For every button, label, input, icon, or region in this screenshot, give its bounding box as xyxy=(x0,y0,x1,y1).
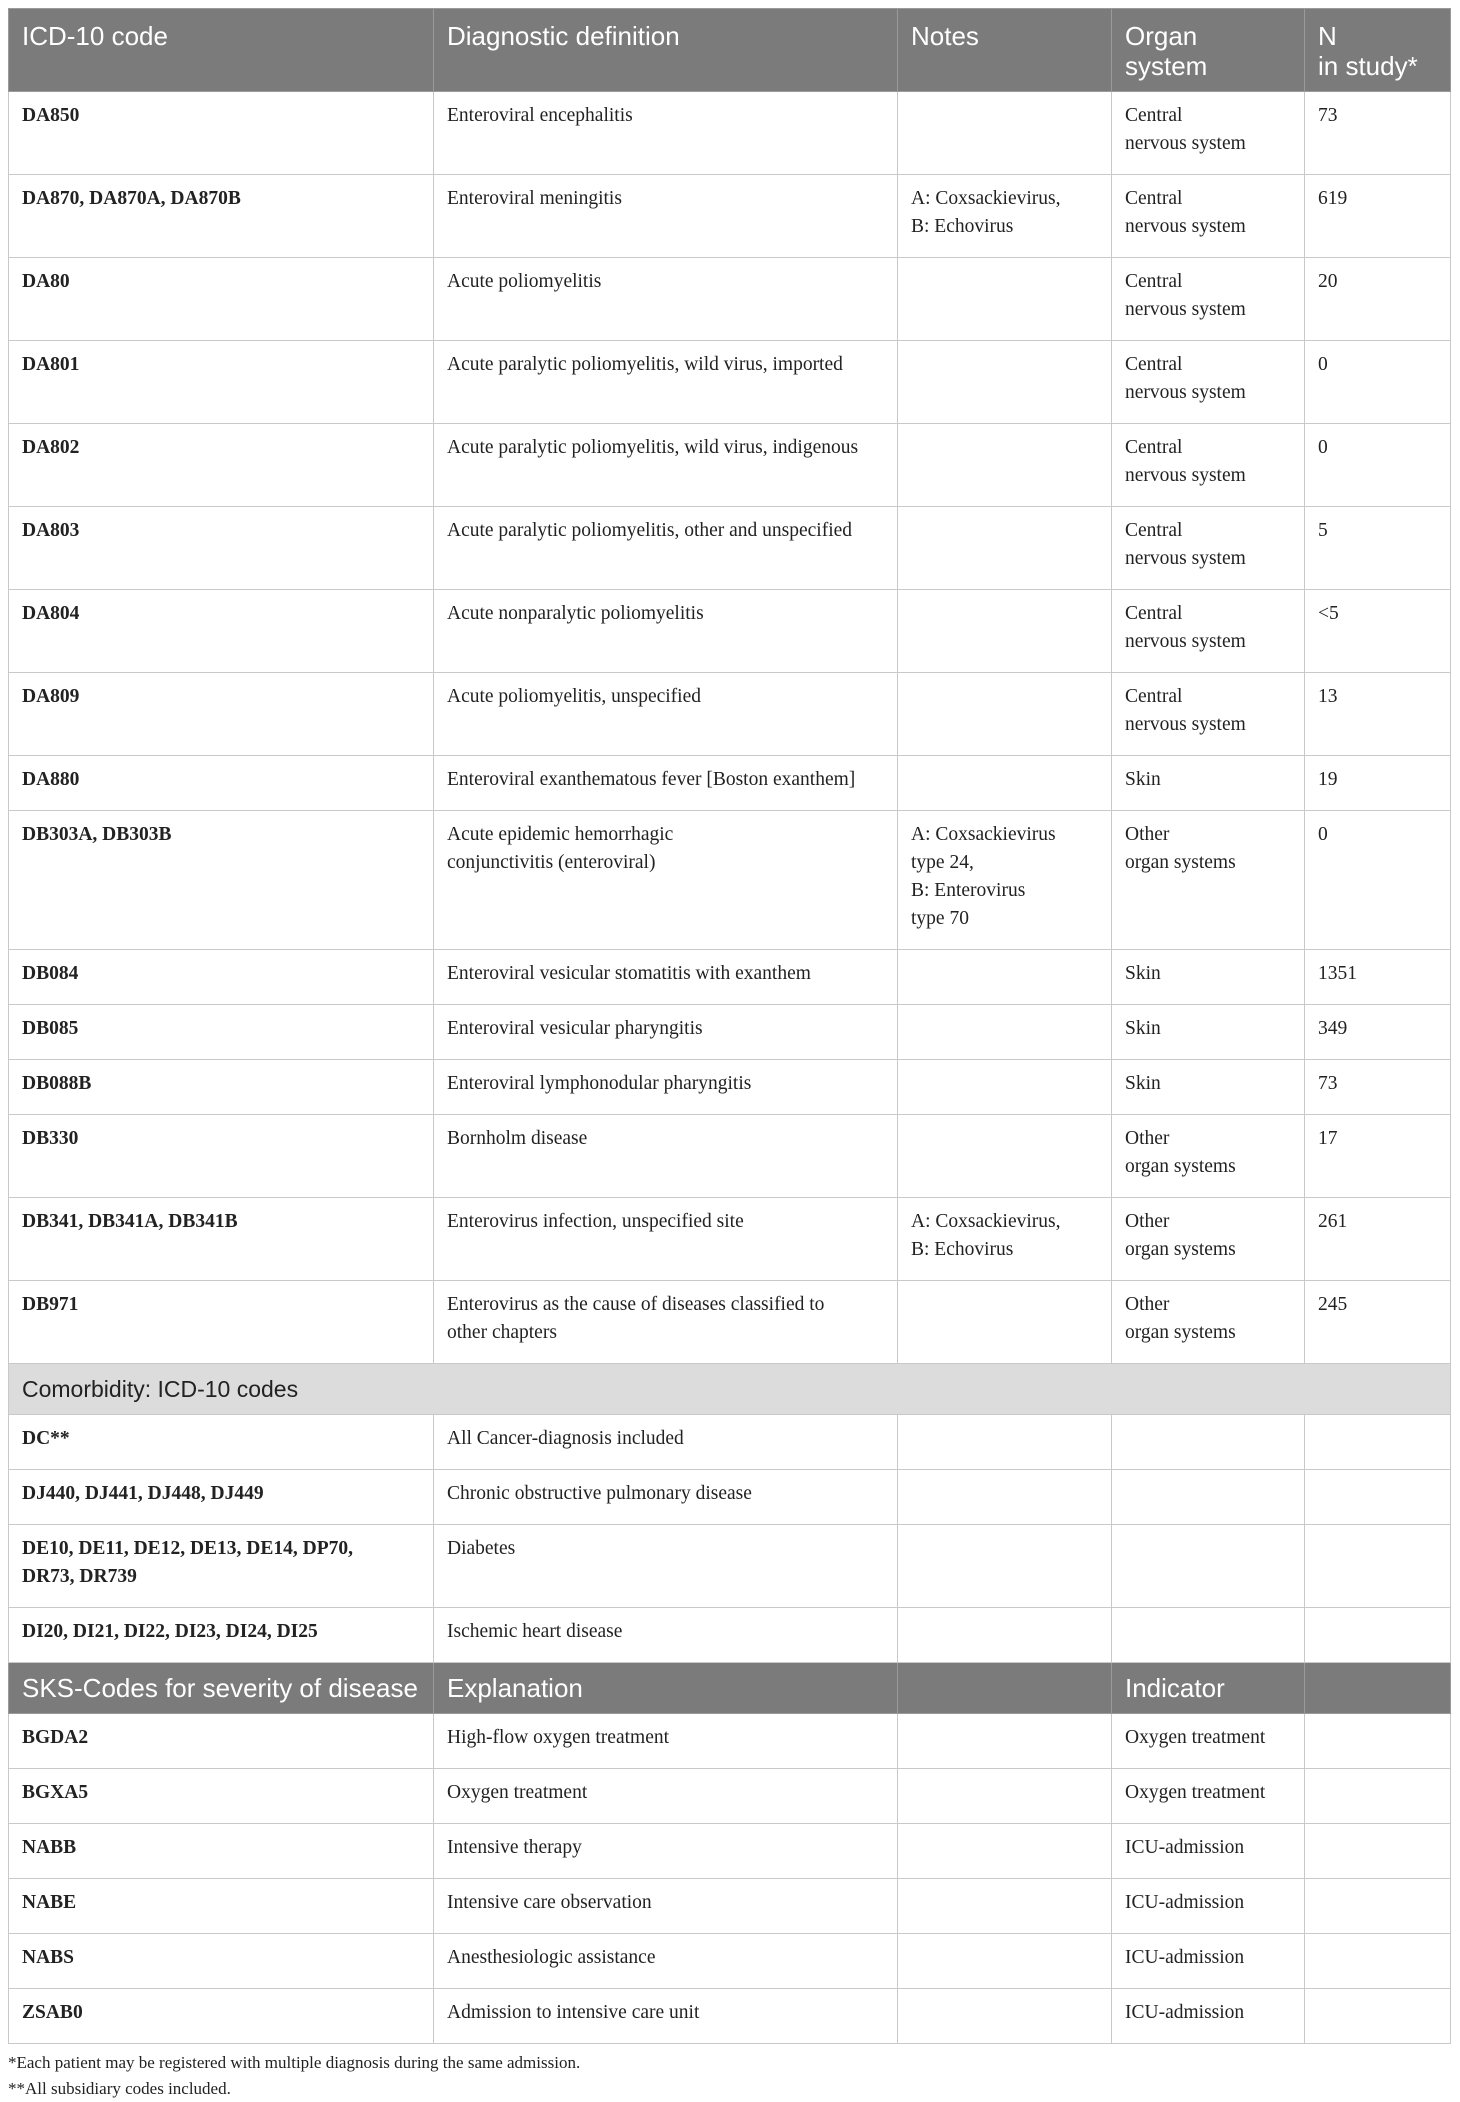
notes-cell xyxy=(898,341,1112,424)
organ-system-cell: Central nervous system xyxy=(1112,258,1305,341)
n-in-study-cell: 19 xyxy=(1305,756,1451,811)
table-row xyxy=(9,673,1451,756)
definition-cell: Enteroviral vesicular stomatitis with exanthem xyxy=(434,950,898,1005)
footnote: **All subsidiary codes included. xyxy=(8,2079,231,2098)
definition-cell: Acute poliomyelitis, unspecified xyxy=(434,673,898,756)
empty-cell xyxy=(898,1769,1112,1824)
definition-cell: Enteroviral encephalitis xyxy=(434,92,898,175)
definition-cell: Enteroviral meningitis xyxy=(434,175,898,258)
notes-cell: A: Coxsackievirus type 24, B: Enterovirus type 70 xyxy=(898,811,1112,950)
notes-cell xyxy=(898,756,1112,811)
empty-cell xyxy=(1305,1415,1451,1470)
n-in-study-cell: 1351 xyxy=(1305,950,1451,1005)
n-in-study-cell: <5 xyxy=(1305,590,1451,673)
icd-code-cell: DA802 xyxy=(9,424,434,507)
sks-row xyxy=(9,1934,1451,1989)
table-row xyxy=(9,92,1451,175)
icd-code-cell: DC** xyxy=(9,1415,434,1470)
empty-cell xyxy=(898,1879,1112,1934)
diagnosis-rows xyxy=(9,92,1451,1364)
header-notes: Notes xyxy=(898,9,1112,92)
empty-cell xyxy=(898,1608,1112,1663)
n-in-study-cell: 349 xyxy=(1305,1005,1451,1060)
notes-cell xyxy=(898,1005,1112,1060)
notes-cell xyxy=(898,507,1112,590)
n-in-study-cell: 5 xyxy=(1305,507,1451,590)
comorbidity-row xyxy=(9,1608,1451,1663)
icd-code-cell: DB971 xyxy=(9,1281,434,1364)
indicator-cell: Oxygen treatment xyxy=(1112,1714,1305,1769)
n-in-study-cell: 0 xyxy=(1305,341,1451,424)
explanation-cell: Oxygen treatment xyxy=(434,1769,898,1824)
icd-code-cell: DB330 xyxy=(9,1115,434,1198)
icd-code-cell: DA870, DA870A, DA870B xyxy=(9,175,434,258)
notes-cell xyxy=(898,424,1112,507)
table-row xyxy=(9,175,1451,258)
header-icd-code: ICD-10 code xyxy=(9,9,434,92)
empty-cell xyxy=(1305,1879,1451,1934)
comorbidity-heading-row xyxy=(9,1364,1451,1415)
icd-code-cell: DE10, DE11, DE12, DE13, DE14, DP70, DR73, DR739 xyxy=(9,1525,434,1608)
sks-code-cell: BGDA2 xyxy=(9,1714,434,1769)
n-in-study-cell: 0 xyxy=(1305,811,1451,950)
notes-cell xyxy=(898,950,1112,1005)
indicator-cell: ICU-admission xyxy=(1112,1879,1305,1934)
n-in-study-cell: 17 xyxy=(1305,1115,1451,1198)
empty-cell xyxy=(1305,1525,1451,1608)
empty-cell xyxy=(1112,1525,1305,1608)
organ-system-cell: Other organ systems xyxy=(1112,1281,1305,1364)
sks-section xyxy=(9,1663,1451,2044)
n-in-study-cell: 0 xyxy=(1305,424,1451,507)
empty-cell xyxy=(898,1989,1112,2044)
sks-code-cell: BGXA5 xyxy=(9,1769,434,1824)
definition-cell: All Cancer-diagnosis included xyxy=(434,1415,898,1470)
table-header-row xyxy=(9,9,1451,92)
definition-cell: Ischemic heart disease xyxy=(434,1608,898,1663)
diagnosis-table xyxy=(8,8,1451,2044)
table-row xyxy=(9,950,1451,1005)
empty-cell xyxy=(898,1415,1112,1470)
header-organ-system: Organ system xyxy=(1112,9,1305,92)
document xyxy=(8,8,1450,2102)
organ-system-cell: Skin xyxy=(1112,756,1305,811)
icd-code-cell: DA80 xyxy=(9,258,434,341)
indicator-cell: ICU-admission xyxy=(1112,1824,1305,1879)
empty-cell xyxy=(1305,1934,1451,1989)
icd-code-cell: DB341, DB341A, DB341B xyxy=(9,1198,434,1281)
comorbidity-row xyxy=(9,1470,1451,1525)
table-row xyxy=(9,1115,1451,1198)
notes-cell xyxy=(898,673,1112,756)
organ-system-cell: Other organ systems xyxy=(1112,811,1305,950)
icd-code-cell: DB084 xyxy=(9,950,434,1005)
sks-header-blank-2 xyxy=(1305,1663,1451,1714)
sks-code-cell: ZSAB0 xyxy=(9,1989,434,2044)
header-n-in-study: N in study* xyxy=(1305,9,1451,92)
definition-cell: Enterovirus infection, unspecified site xyxy=(434,1198,898,1281)
sks-code-cell: NABE xyxy=(9,1879,434,1934)
explanation-cell: Anesthesiologic assistance xyxy=(434,1934,898,1989)
sks-row xyxy=(9,1989,1451,2044)
empty-cell xyxy=(1112,1608,1305,1663)
explanation-cell: Intensive care observation xyxy=(434,1879,898,1934)
organ-system-cell: Skin xyxy=(1112,1060,1305,1115)
n-in-study-cell: 261 xyxy=(1305,1198,1451,1281)
table-row xyxy=(9,590,1451,673)
icd-code-cell: DB303A, DB303B xyxy=(9,811,434,950)
organ-system-cell: Central nervous system xyxy=(1112,673,1305,756)
empty-cell xyxy=(898,1714,1112,1769)
sks-code-cell: NABS xyxy=(9,1934,434,1989)
sks-row xyxy=(9,1714,1451,1769)
empty-cell xyxy=(898,1934,1112,1989)
table-row xyxy=(9,424,1451,507)
icd-code-cell: DA804 xyxy=(9,590,434,673)
definition-cell: Acute poliomyelitis xyxy=(434,258,898,341)
n-in-study-cell: 73 xyxy=(1305,92,1451,175)
organ-system-cell: Central nervous system xyxy=(1112,424,1305,507)
table-row xyxy=(9,1060,1451,1115)
n-in-study-cell: 245 xyxy=(1305,1281,1451,1364)
icd-code-cell: DA801 xyxy=(9,341,434,424)
definition-cell: Enteroviral lymphonodular pharyngitis xyxy=(434,1060,898,1115)
indicator-cell: ICU-admission xyxy=(1112,1989,1305,2044)
organ-system-cell: Other organ systems xyxy=(1112,1115,1305,1198)
definition-cell: Acute nonparalytic poliomyelitis xyxy=(434,590,898,673)
organ-system-cell: Skin xyxy=(1112,1005,1305,1060)
notes-cell xyxy=(898,258,1112,341)
icd-code-cell: DB085 xyxy=(9,1005,434,1060)
icd-code-cell: DA809 xyxy=(9,673,434,756)
comorbidity-row xyxy=(9,1525,1451,1608)
definition-cell: Bornholm disease xyxy=(434,1115,898,1198)
icd-code-cell: DJ440, DJ441, DJ448, DJ449 xyxy=(9,1470,434,1525)
indicator-cell: ICU-admission xyxy=(1112,1934,1305,1989)
definition-cell: Acute paralytic poliomyelitis, other and unspecified xyxy=(434,507,898,590)
organ-system-cell: Central nervous system xyxy=(1112,590,1305,673)
empty-cell xyxy=(1305,1769,1451,1824)
notes-cell xyxy=(898,92,1112,175)
comorbidity-section xyxy=(9,1364,1451,1663)
organ-system-cell: Skin xyxy=(1112,950,1305,1005)
empty-cell xyxy=(1305,1714,1451,1769)
notes-cell: A: Coxsackievirus, B: Echovirus xyxy=(898,175,1112,258)
definition-cell: Diabetes xyxy=(434,1525,898,1608)
table-row xyxy=(9,258,1451,341)
table-row xyxy=(9,1005,1451,1060)
comorbidity-heading: Comorbidity: ICD-10 codes xyxy=(9,1364,1451,1415)
organ-system-cell: Central nervous system xyxy=(1112,92,1305,175)
definition-cell: Enteroviral vesicular pharyngitis xyxy=(434,1005,898,1060)
n-in-study-cell: 13 xyxy=(1305,673,1451,756)
explanation-cell: Intensive therapy xyxy=(434,1824,898,1879)
explanation-cell: Admission to intensive care unit xyxy=(434,1989,898,2044)
organ-system-cell: Central nervous system xyxy=(1112,507,1305,590)
definition-cell: Acute epidemic hemorrhagic conjunctivitis (enteroviral) xyxy=(434,811,898,950)
notes-cell xyxy=(898,590,1112,673)
explanation-cell: High-flow oxygen treatment xyxy=(434,1714,898,1769)
table-row xyxy=(9,756,1451,811)
n-in-study-cell: 73 xyxy=(1305,1060,1451,1115)
indicator-cell: Oxygen treatment xyxy=(1112,1769,1305,1824)
sks-header-explanation: Explanation xyxy=(434,1663,898,1714)
organ-system-cell: Other organ systems xyxy=(1112,1198,1305,1281)
definition-cell: Acute paralytic poliomyelitis, wild virus, imported xyxy=(434,341,898,424)
icd-code-cell: DB088B xyxy=(9,1060,434,1115)
empty-cell xyxy=(1305,1824,1451,1879)
notes-cell xyxy=(898,1060,1112,1115)
sks-row xyxy=(9,1769,1451,1824)
comorbidity-row xyxy=(9,1415,1451,1470)
icd-code-cell: DA803 xyxy=(9,507,434,590)
table-row xyxy=(9,811,1451,950)
icd-code-cell: DA880 xyxy=(9,756,434,811)
empty-cell xyxy=(1112,1470,1305,1525)
icd-code-cell: DA850 xyxy=(9,92,434,175)
notes-cell xyxy=(898,1115,1112,1198)
sks-header-indicator: Indicator xyxy=(1112,1663,1305,1714)
icd-code-cell: DI20, DI21, DI22, DI23, DI24, DI25 xyxy=(9,1608,434,1663)
table-row xyxy=(9,507,1451,590)
empty-cell xyxy=(1305,1608,1451,1663)
organ-system-cell: Central nervous system xyxy=(1112,175,1305,258)
definition-cell: Acute paralytic poliomyelitis, wild virus, indigenous xyxy=(434,424,898,507)
sks-header-blank xyxy=(898,1663,1112,1714)
empty-cell xyxy=(1305,1989,1451,2044)
table-row xyxy=(9,341,1451,424)
footnote: *Each patient may be registered with multiple diagnosis during the same admission. xyxy=(8,2053,581,2072)
n-in-study-cell: 619 xyxy=(1305,175,1451,258)
table-row xyxy=(9,1198,1451,1281)
empty-cell xyxy=(898,1824,1112,1879)
empty-cell xyxy=(1112,1415,1305,1470)
footnotes xyxy=(8,2044,1450,2102)
sks-code-cell: NABB xyxy=(9,1824,434,1879)
sks-header-row xyxy=(9,1663,1451,1714)
definition-cell: Enteroviral exanthematous fever [Boston exanthem] xyxy=(434,756,898,811)
sks-header-codes: SKS-Codes for severity of disease xyxy=(9,1663,434,1714)
sks-row xyxy=(9,1824,1451,1879)
empty-cell xyxy=(1305,1470,1451,1525)
n-in-study-cell: 20 xyxy=(1305,258,1451,341)
header-diagnostic-definition: Diagnostic definition xyxy=(434,9,898,92)
sks-row xyxy=(9,1879,1451,1934)
definition-cell: Chronic obstructive pulmonary disease xyxy=(434,1470,898,1525)
empty-cell xyxy=(898,1525,1112,1608)
empty-cell xyxy=(898,1470,1112,1525)
table-row xyxy=(9,1281,1451,1364)
definition-cell: Enterovirus as the cause of diseases classified to other chapters xyxy=(434,1281,898,1364)
notes-cell: A: Coxsackievirus, B: Echovirus xyxy=(898,1198,1112,1281)
notes-cell xyxy=(898,1281,1112,1364)
organ-system-cell: Central nervous system xyxy=(1112,341,1305,424)
